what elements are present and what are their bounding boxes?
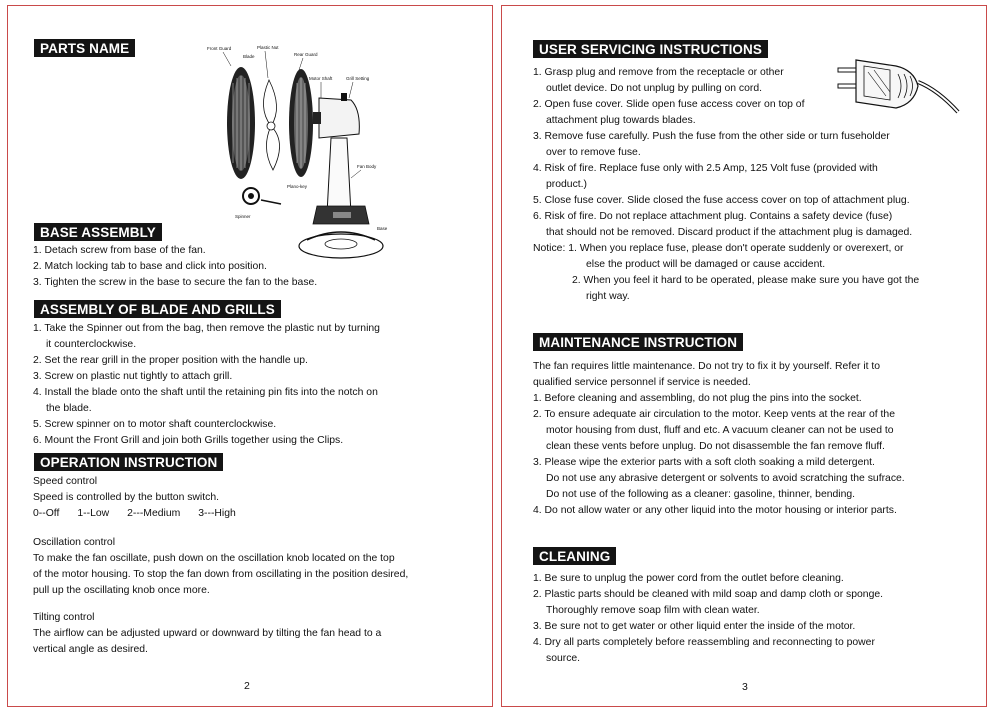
list-item: 5. Screw spinner on to motor shaft counterclockwise.: [33, 419, 277, 430]
figure-label-plastic-nut: Plastic Nut: [257, 45, 279, 50]
tilting-section: [33, 610, 381, 658]
list-item: 3. Remove fuse carefully. Push the fuse from the other side or turn fuseholder: [533, 131, 890, 142]
list-item-continuation: it counterclockwise.: [46, 339, 137, 350]
list-item: 5. Close fuse cover. Slide closed the fuse access cover on top of attachment plug.: [533, 195, 910, 206]
parts-name-heading: PARTS NAME: [34, 39, 135, 57]
list-item: 1. Be sure to unplug the power cord from the outlet before cleaning.: [533, 573, 844, 584]
list-item-continuation: over to remove fuse.: [546, 147, 641, 158]
figure-label-fan-body: Fan Body: [357, 164, 377, 169]
notice-continuation: right way.: [586, 291, 630, 302]
base-assembly-list: [33, 243, 317, 291]
oscillation-text: To make the fan oscillate, push down on the oscillation knob located on the top: [33, 553, 395, 564]
figure-label-base: Base: [377, 226, 388, 231]
list-item: 1. Detach screw from base of the fan.: [33, 245, 206, 256]
list-item: 4. Do not allow water or any other liquid into the motor housing or interior parts.: [533, 505, 897, 516]
notice-continuation: else the product will be damaged or cause accident.: [586, 259, 826, 270]
figure-label-spinner: Spinner: [235, 214, 251, 219]
tilting-text: The airflow can be adjusted upward or downward by tilting the fan head to a: [33, 628, 382, 639]
speed-level: 0--Off: [33, 508, 60, 519]
speed-levels: [33, 506, 254, 522]
speed-control-section: [33, 474, 254, 522]
cleaning-heading: CLEANING: [533, 547, 616, 565]
list-item: 3. Be sure not to get water or other liquid enter the inside of the motor.: [533, 621, 856, 632]
list-item: 1. Before cleaning and assembling, do not plug the pins into the socket.: [533, 393, 862, 404]
list-item-continuation: Do not use any abrasive detergent or solvents to avoid scratching the sufrace.: [546, 473, 905, 484]
list-item: 2. Match locking tab to base and click into position.: [33, 261, 267, 272]
maintenance-list: [533, 359, 905, 519]
list-item: 3. Tighten the screw in the base to secure the fan to the base.: [33, 277, 318, 288]
oscillation-section: [33, 535, 408, 599]
speed-control-title: Speed control: [33, 476, 98, 487]
speed-level: 3---High: [198, 508, 236, 519]
list-item-continuation: outlet device. Do not unplug by pulling on cord.: [546, 83, 763, 94]
list-item-continuation: Thoroughly remove soap film with clean water.: [546, 605, 760, 616]
list-item: 6. Mount the Front Grill and join both Grills together using the Clips.: [33, 435, 344, 446]
speed-level: 1--Low: [77, 508, 110, 519]
blade-grills-list: [33, 321, 380, 449]
list-item: 3. Screw on plastic nut tightly to attach grill.: [33, 371, 233, 382]
manual-page-right: [501, 5, 987, 707]
operation-heading: OPERATION INSTRUCTION: [34, 453, 223, 471]
list-item-continuation: Do not use of the following as a cleaner: gasoline, thinner, bending.: [546, 489, 856, 500]
list-item: 2. Set the rear grill in the proper position with the handle up.: [33, 355, 308, 366]
figure-label-plano-key: Plano-key: [287, 184, 308, 189]
list-item-continuation: product.): [546, 179, 588, 190]
list-item: 1. Take the Spinner out from the bag, then remove the plastic nut by turning: [33, 323, 380, 334]
maintenance-text: The fan requires little maintenance. Do not try to fix it by yourself. Refer it to: [533, 361, 881, 372]
list-item-continuation: clean these vents before unplug. Do not disassemble the fan remove fluff.: [546, 441, 885, 452]
list-item-continuation: the blade.: [46, 403, 92, 414]
list-item: 6. Risk of fire. Do not replace attachment plug. Contains a safety device (fuse): [533, 211, 893, 222]
list-item-continuation: attachment plug towards blades.: [546, 115, 696, 126]
list-item: 4. Dry all parts completely before reassembling and reconnecting to power: [533, 637, 875, 648]
tilting-text: vertical angle as desired.: [33, 644, 148, 655]
list-item: 2. To ensure adequate air circulation to the motor. Keep vents at the rear of the: [533, 409, 895, 420]
list-item: 2. Plastic parts should be cleaned with mild soap and damp cloth or sponge.: [533, 589, 884, 600]
list-item-continuation: source.: [546, 653, 581, 664]
blade-grills-heading: ASSEMBLY OF BLADE AND GRILLS: [34, 300, 281, 318]
list-item: 4. Risk of fire. Replace fuse only with 2.5 Amp, 125 Volt fuse (provided with: [533, 163, 878, 174]
figure-label-blade: Blade: [243, 54, 255, 59]
page-number: 3: [742, 681, 748, 693]
list-item-continuation: that should not be removed. Discard product if the attachment plug is damaged.: [546, 227, 913, 238]
cleaning-list: [533, 571, 883, 667]
page-number: 2: [244, 680, 250, 692]
oscillation-title: Oscillation control: [33, 537, 116, 548]
tilting-title: Tilting control: [33, 612, 95, 623]
maintenance-text: qualified service personnel if service is needed.: [533, 377, 751, 388]
figure-label-front-guard: Front Guard: [207, 46, 232, 51]
notice-item: Notice: 1. When you replace fuse, please don't operate suddenly or overexert, or: [533, 243, 904, 254]
list-item: 3. Please wipe the exterior parts with a soft cloth soaking a mild detergent.: [533, 457, 875, 468]
figure-label-grill-setting: Grill Setting: [346, 76, 370, 81]
fan-parts-diagram: [191, 38, 391, 262]
oscillation-text: of the motor housing. To stop the fan down from oscillating in the position desired,: [33, 569, 409, 580]
figure-label-rear-guard: Rear Guard: [294, 52, 318, 57]
notice-item: 2. When you feel it hard to be operated, please make sure you have got the: [572, 275, 920, 286]
list-item-continuation: motor housing from dust, fluff and etc. A vacuum cleaner can not be used to: [546, 425, 894, 436]
base-assembly-heading: BASE ASSEMBLY: [34, 223, 162, 241]
maintenance-heading: MAINTENANCE INSTRUCTION: [533, 333, 743, 351]
manual-page-left: [7, 5, 493, 707]
speed-level: 2---Medium: [127, 508, 181, 519]
oscillation-text: pull up the oscillating knob once more.: [33, 585, 210, 596]
servicing-heading: USER SERVICING INSTRUCTIONS: [533, 40, 768, 58]
figure-label-motor-shaft: Motor Shaft: [309, 76, 333, 81]
list-item: 2. Open fuse cover. Slide open fuse access cover on top of: [533, 99, 805, 110]
speed-control-text: Speed is controlled by the button switch.: [33, 492, 219, 503]
servicing-list: [533, 65, 919, 305]
list-item: 1. Grasp plug and remove from the receptacle or other: [533, 67, 784, 78]
list-item: 4. Install the blade onto the shaft until the retaining pin fits into the notch on: [33, 387, 378, 398]
